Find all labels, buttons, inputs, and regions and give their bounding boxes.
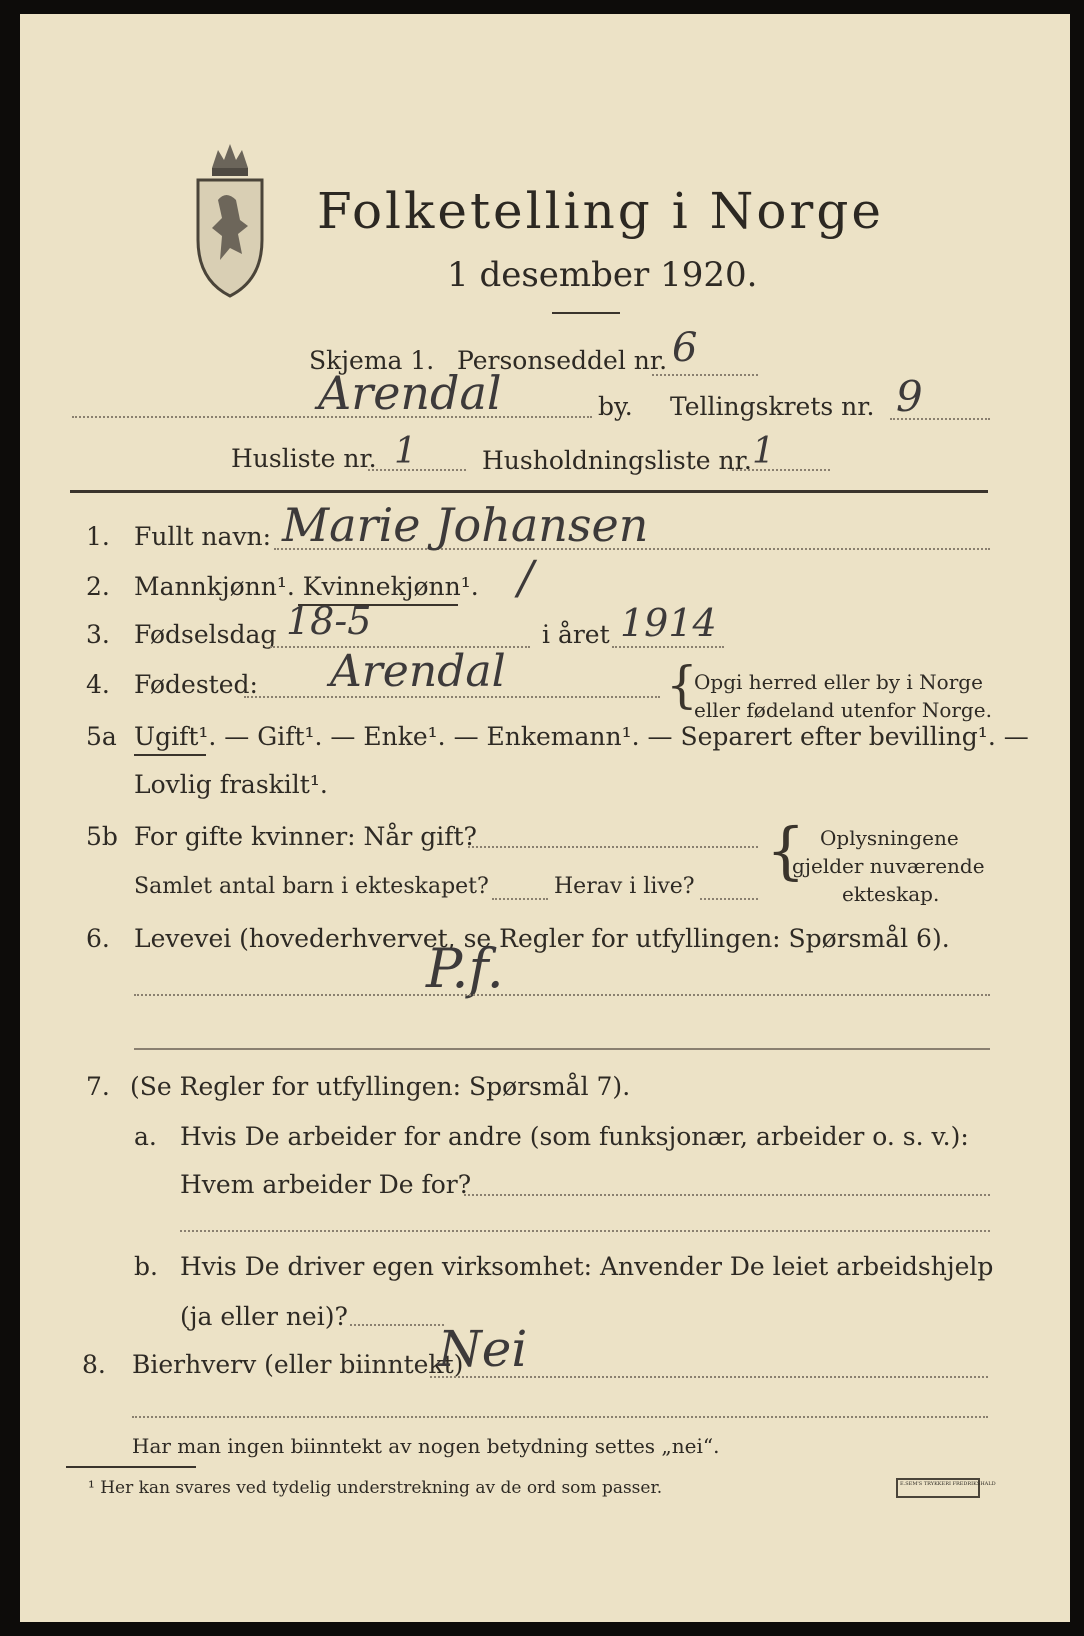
q5b-note-line3: ekteskap. [842, 882, 940, 906]
place-value: Arendal [318, 366, 502, 420]
occupation-field-line2[interactable] [134, 1048, 990, 1050]
q5b-label2: Samlet antal barn i ekteskapet? [134, 874, 489, 899]
q5b-label3: Herav i live? [554, 874, 695, 899]
q5b-label1: For gifte kvinner: Når gift? [134, 822, 477, 851]
q5a-line1: Ugift¹. — Gift¹. — Enke¹. — Enkemann¹. — Separert efter bevilling¹. — [134, 722, 1029, 751]
personseddel-value: 6 [672, 325, 698, 371]
q5b-note-line2: gjelder nuværende [792, 854, 985, 878]
coat-of-arms-icon [190, 130, 270, 300]
husholdningsliste-value: 1 [752, 431, 775, 472]
printer-stamp-text: E.SEM'S TRYKKERI FREDRIKSHALD [900, 1481, 996, 1487]
tellingskrets-label: Tellingskrets nr. [670, 392, 875, 421]
husliste-value: 1 [394, 431, 417, 472]
q1-label: Fullt navn: [134, 522, 272, 551]
q7-label: (Se Regler for utfyllingen: Spørsmål 7). [130, 1072, 631, 1101]
q7a-line1: Hvis De arbeider for andre (som funksjonær, arbeider o. s. v.): [180, 1122, 969, 1151]
q7a-letter: a. [134, 1122, 157, 1151]
birthplace-value: Arendal [330, 646, 506, 697]
hired-help-field[interactable] [350, 1324, 444, 1326]
q2-number: 2. [86, 572, 110, 601]
personseddel-field[interactable] [652, 374, 758, 376]
husholdningsliste-field[interactable] [732, 469, 830, 471]
occupation-field-line1[interactable] [134, 994, 990, 996]
q4-number: 4. [86, 670, 110, 699]
q5b-number: 5b [86, 822, 118, 851]
footnote: ¹ Her kan svares ved tydelig understrekning av de ord som passer. [88, 1478, 663, 1498]
printer-stamp [896, 1478, 996, 1498]
birth-year-value: 1914 [620, 601, 717, 645]
children-count-field[interactable] [492, 898, 548, 900]
side-income-note: Har man ingen biinntekt av nogen betydning settes „nei“. [132, 1434, 720, 1458]
employer-field-line2[interactable] [180, 1230, 990, 1232]
q4-brace: { [666, 656, 698, 714]
q7b-line1: Hvis De driver egen virksomhet: Anvender De leiet arbeidshjelp [180, 1252, 994, 1281]
birthday-value: 18-5 [286, 599, 372, 643]
q5a-number: 5a [86, 722, 117, 751]
schema-label: Skjema 1. [309, 346, 435, 375]
q7-number: 7. [86, 1072, 110, 1101]
tellingskrets-value: 9 [896, 372, 923, 421]
footnote-rule [66, 1466, 196, 1468]
q3-number: 3. [86, 620, 110, 649]
by-label: by. [598, 392, 633, 421]
form-title: Folketelling i Norge [317, 182, 884, 240]
header-rule [70, 490, 988, 493]
q3-label: Fødselsdag [134, 620, 277, 649]
husholdningsliste-label: Husholdningsliste nr. [482, 446, 752, 475]
q4-note-line1: Opgi herred eller by i Norge [694, 670, 983, 694]
occupation-value: P.f. [426, 937, 504, 1000]
census-date: 1 desember 1920. [447, 255, 758, 295]
q5b-brace: { [766, 814, 806, 887]
side-income-value: Nei [438, 1320, 528, 1378]
ugift-underline [134, 754, 206, 756]
census-form [20, 14, 1070, 1622]
side-income-field-line2[interactable] [132, 1416, 988, 1418]
q4-label: Fødested: [134, 670, 258, 699]
q6-label: Levevei (hovederhvervet, se Regler for utfyllingen: Spørsmål 6). [134, 924, 950, 953]
q2-mark: / [518, 550, 534, 604]
q8-number: 8. [82, 1350, 106, 1379]
employer-field[interactable] [464, 1194, 990, 1196]
q6-number: 6. [86, 924, 110, 953]
q7b-letter: b. [134, 1252, 158, 1281]
full-name-value: Marie Johansen [282, 498, 649, 552]
marriage-date-field[interactable] [468, 846, 758, 848]
q5a-line2: Lovlig fraskilt¹. [134, 770, 328, 799]
q1-number: 1. [86, 522, 110, 551]
title-divider [552, 312, 620, 314]
q8-label: Bierhverv (eller biinntekt) [132, 1350, 464, 1379]
q4-note-line2: eller fødeland utenfor Norge. [694, 698, 992, 722]
q7b-line2: (ja eller nei)? [180, 1302, 348, 1331]
q5b-note-line1: Oplysningene [820, 826, 959, 850]
q7a-line2: Hvem arbeider De for? [180, 1170, 472, 1199]
q2-label: Mannkjønn¹. Kvinnekjønn¹. [134, 572, 479, 601]
children-alive-field[interactable] [700, 898, 758, 900]
husliste-label: Husliste nr. [231, 444, 377, 473]
year-label: i året [542, 620, 610, 649]
birth-year-field[interactable] [612, 646, 724, 648]
personseddel-label: Personseddel nr. [457, 346, 668, 375]
husliste-field[interactable] [368, 469, 466, 471]
